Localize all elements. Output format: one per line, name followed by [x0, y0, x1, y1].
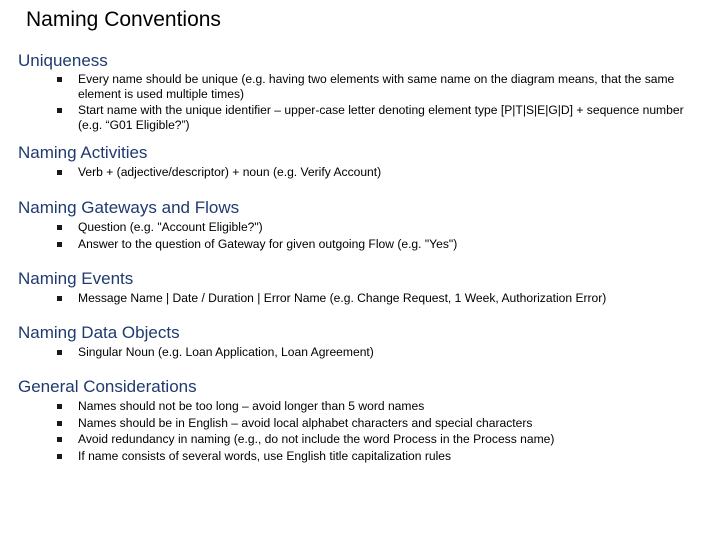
- list-item-text: Avoid redundancy in naming (e.g., do not include the word Process in the Process name): [78, 432, 555, 446]
- bullet-list: [0, 345, 720, 360]
- section-heading: Naming Data Objects: [18, 323, 180, 342]
- list-item: [0, 345, 720, 360]
- bullet-list: [0, 291, 720, 306]
- section-heading: Naming Activities: [18, 143, 148, 162]
- list-item-text: Names should not be too long – avoid longer than 5 word names: [78, 399, 425, 413]
- section-heading: Naming Gateways and Flows: [18, 198, 240, 217]
- square-bullet-icon: [57, 296, 62, 301]
- list-item-text: If name consists of several words, use English title capitalization rules: [78, 448, 452, 463]
- section-heading: Uniqueness: [18, 51, 108, 70]
- list-item: [0, 449, 720, 464]
- list-item: [0, 399, 720, 414]
- square-bullet-icon: [57, 242, 62, 247]
- list-item-text: Start name with the unique identifier – upper-case letter denoting element type [P|T|S|E|G|D] + sequence number (e.g. “G01 Eligible?”): [78, 103, 684, 132]
- section-heading: Naming Events: [18, 269, 134, 288]
- list-item: [0, 237, 720, 252]
- list-item: [0, 165, 720, 180]
- list-item-text: Every name should be unique (e.g. having two elements with same name on the diagram means, that the same element is used multiple times): [78, 72, 675, 101]
- section-heading: General Considerations: [18, 377, 197, 396]
- bullet-list: [0, 220, 720, 251]
- list-item-text: Verb + (adjective/descriptor) + noun (e.g. Verify Account): [78, 165, 382, 179]
- list-item-text: Message Name | Date / Duration | Error Name (e.g. Change Request, 1 Week, Authorization Error): [78, 291, 607, 305]
- bullet-list: [0, 72, 720, 132]
- list-item: [0, 416, 720, 431]
- square-bullet-icon: [57, 225, 62, 230]
- square-bullet-icon: [57, 404, 62, 409]
- square-bullet-icon: [57, 421, 62, 426]
- square-bullet-icon: [57, 170, 62, 175]
- square-bullet-icon: [57, 108, 62, 113]
- square-bullet-icon: [57, 437, 62, 442]
- square-bullet-icon: [57, 350, 62, 355]
- list-item: [0, 432, 720, 447]
- list-item: [0, 291, 720, 306]
- bullet-list: [0, 399, 720, 463]
- bullet-list: [0, 165, 720, 180]
- list-item: [0, 72, 720, 101]
- list-item-text: Singular Noun (e.g. Loan Application, Loan Agreement): [78, 345, 374, 359]
- list-item-text: Names should be in English – avoid local alphabet characters and special characters: [78, 415, 533, 430]
- list-item-text: Answer to the question of Gateway for given outgoing Flow (e.g. "Yes"): [78, 236, 458, 251]
- list-item: [0, 103, 720, 132]
- list-item-text: Question (e.g. "Account Eligible?"): [78, 220, 263, 234]
- square-bullet-icon: [57, 77, 62, 82]
- list-item: [0, 220, 720, 235]
- slide-title: Naming Conventions: [26, 8, 221, 31]
- square-bullet-icon: [57, 454, 62, 459]
